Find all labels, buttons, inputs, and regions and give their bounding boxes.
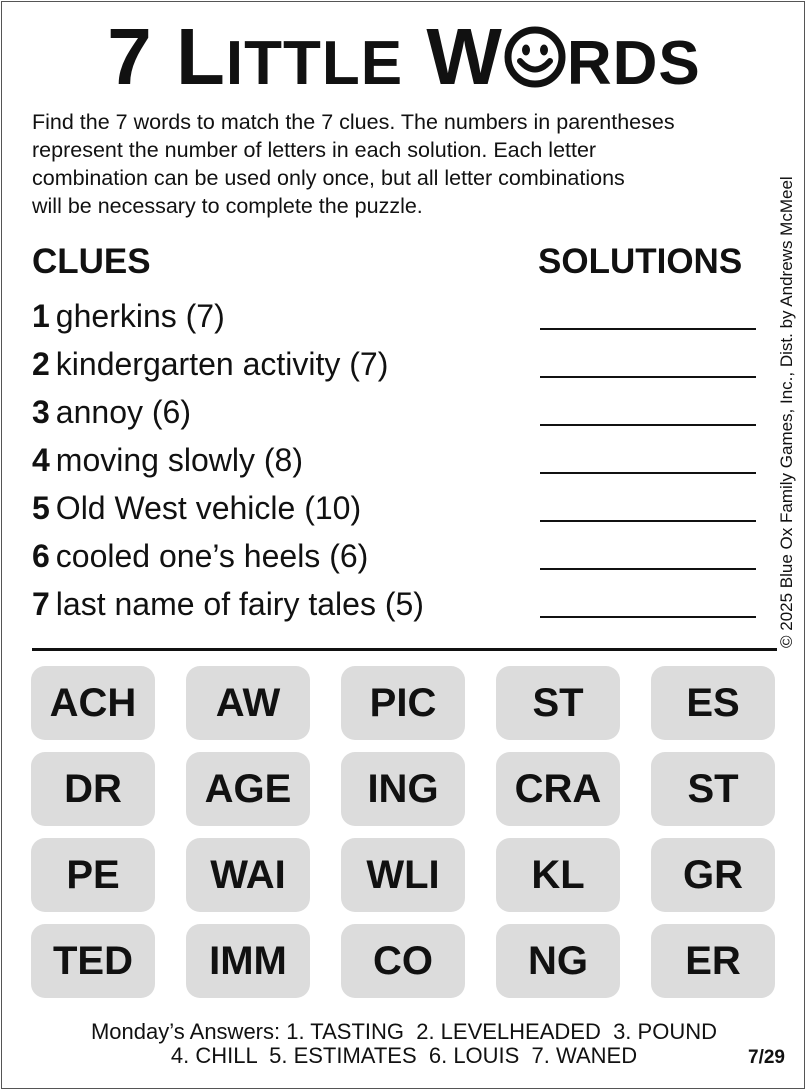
letter-tile[interactable]: NG (496, 924, 620, 998)
letter-tile[interactable]: AW (186, 666, 310, 740)
solution-blank-1[interactable] (540, 328, 756, 330)
instructions-line: will be necessary to complete the puzzle. (32, 194, 423, 218)
clue-3: 3 annoy (6) (32, 394, 191, 430)
letter-tile[interactable]: ES (651, 666, 775, 740)
previous-answers-line-2: 4. CHILL 5. ESTIMATES 6. LOUIS 7. WANED (170, 1043, 638, 1068)
instructions-line: represent the number of letters in each solution. Each letter (32, 138, 597, 162)
smiley-face-icon (504, 26, 566, 88)
letter-tile[interactable]: ING (341, 752, 465, 826)
solutions-header: SOLUTIONS (538, 242, 743, 281)
letter-tile[interactable]: TED (31, 924, 155, 998)
letter-tile[interactable]: GR (651, 838, 775, 912)
solution-blank-3[interactable] (540, 424, 756, 426)
letter-tile[interactable]: AGE (186, 752, 310, 826)
title-number: 7 (107, 12, 153, 101)
title-word-words: W RDS (426, 12, 701, 101)
previous-answers-line-1: Monday’s Answers: 1. TASTING 2. LEVELHEADED 3. POUND (90, 1019, 717, 1044)
instructions (32, 108, 777, 220)
puzzle-date: 7/29 (748, 1047, 785, 1068)
letter-tile[interactable]: ACH (31, 666, 155, 740)
clue-2: 2 kindergarten activity (7) (32, 346, 389, 382)
clue-1: 1 gherkins (7) (32, 298, 225, 334)
letter-tile[interactable]: WLI (341, 838, 465, 912)
instructions-line: Find the 7 words to match the 7 clues. The numbers in parentheses (32, 110, 675, 134)
letter-tile[interactable]: ER (651, 924, 775, 998)
letter-tile[interactable]: DR (31, 752, 155, 826)
letter-tile[interactable]: PIC (341, 666, 465, 740)
clue-6: 6 cooled one’s heels (6) (32, 538, 369, 574)
clue-4: 4 moving slowly (8) (32, 442, 303, 478)
copyright-notice: © 2025 Blue Ox Family Games, Inc., Dist. by Andrews McMeel (777, 176, 796, 648)
clue-7: 7 last name of fairy tales (5) (32, 586, 424, 622)
clues-header: CLUES (32, 242, 151, 281)
clue-5: 5 Old West vehicle (10) (32, 490, 362, 526)
letter-tile[interactable]: IMM (186, 924, 310, 998)
letter-tile[interactable]: ST (496, 666, 620, 740)
letter-tile[interactable]: WAI (186, 838, 310, 912)
letter-tile[interactable]: KL (496, 838, 620, 912)
letter-tile[interactable]: ST (651, 752, 775, 826)
letter-tile[interactable]: CRA (496, 752, 620, 826)
puzzle-title (0, 12, 808, 109)
letter-tile[interactable]: PE (31, 838, 155, 912)
solution-blank-2[interactable] (540, 376, 756, 378)
title-word-little: LITTLE (176, 12, 404, 101)
instructions-line: combination can be used only once, but all letter combinations (32, 166, 625, 190)
divider (32, 648, 777, 651)
solution-blank-7[interactable] (540, 616, 756, 618)
letter-tile[interactable]: CO (341, 924, 465, 998)
solution-blank-4[interactable] (540, 472, 756, 474)
solution-blank-5[interactable] (540, 520, 756, 522)
solution-blank-6[interactable] (540, 568, 756, 570)
